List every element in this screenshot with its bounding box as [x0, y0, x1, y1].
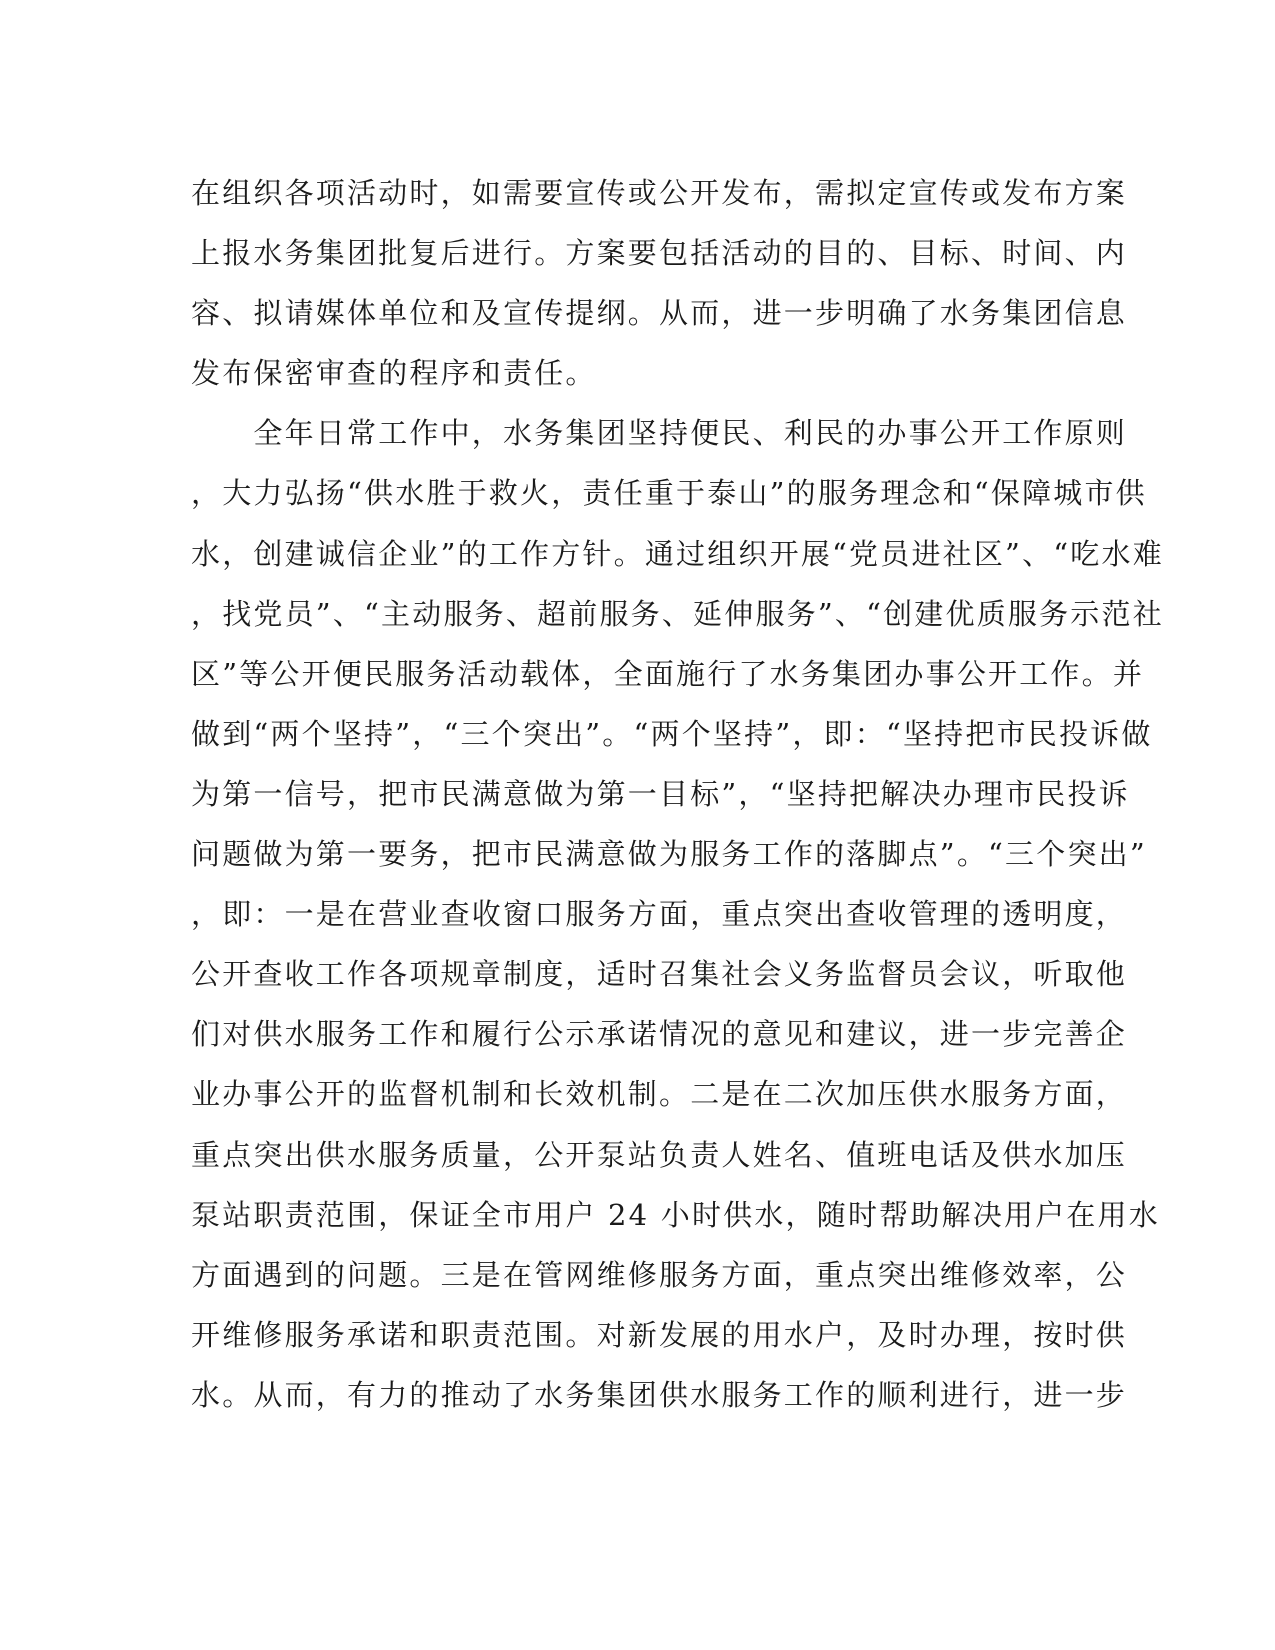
text-line: 问题做为第一要务，把市民满意做为服务工作的落脚点”。“三个突出” [191, 837, 1147, 872]
text-line: 们对供水服务工作和履行公示承诺情况的意见和建议，进一步完善企 [191, 1017, 1128, 1052]
text-line: 为第一信号，把市民满意做为第一目标”，“坚持把解决办理市民投诉 [191, 776, 1130, 811]
text-line: 做到“两个坚持”，“三个突出”。“两个坚持”，即：“坚持把市民投诉做 [191, 716, 1153, 751]
text-line: 泵站职责范围，保证全市用户 24 小时供水，随时帮助解决用户在用水 [191, 1197, 1160, 1232]
text-line: 区”等公开便民服务活动载体，全面施行了水务集团办事公开工作。并 [191, 656, 1145, 691]
text-line: ，大力弘扬“供水胜于救火，责任重于泰山”的服务理念和“保障城市供 [191, 476, 1147, 511]
text-line: 发布保密审查的程序和责任。 [191, 356, 597, 391]
text-line: 水。从而，有力的推动了水务集团供水服务工作的顺利进行，进一步 [191, 1377, 1128, 1412]
text-line: 重点突出供水服务质量，公开泵站负责人姓名、值班电话及供水加压 [191, 1137, 1128, 1172]
text-line: 全年日常工作中，水务集团坚持便民、利民的办事公开工作原则 [191, 416, 1128, 451]
text-line: 公开查收工作各项规章制度，适时召集社会义务监督员会议，听取他 [191, 957, 1128, 992]
text-line: 容、拟请媒体单位和及宣传提纲。从而，进一步明确了水务集团信息 [191, 296, 1128, 331]
text-line: 方面遇到的问题。三是在管网维修服务方面，重点突出维修效率，公 [191, 1257, 1128, 1292]
text-line: ，即：一是在营业查收窗口服务方面，重点突出查收管理的透明度， [191, 897, 1128, 932]
text-line: 水，创建诚信企业”的工作方针。通过组织开展“党员进社区”、“吃水难 [191, 536, 1164, 571]
text-line: ，找党员”、“主动服务、超前服务、延伸服务”、“创建优质服务示范社 [191, 596, 1164, 631]
text-line: 开维修服务承诺和职责范围。对新发展的用水户，及时办理，按时供 [191, 1317, 1128, 1352]
text-line: 在组织各项活动时，如需要宣传或公开发布，需拟定宣传或发布方案 [191, 176, 1128, 210]
body-text [191, 163, 1164, 1425]
text-line: 上报水务集团批复后进行。方案要包括活动的目的、目标、时间、内 [191, 236, 1128, 271]
text-line: 业办事公开的监督机制和长效机制。二是在二次加压供水服务方面， [191, 1077, 1128, 1112]
